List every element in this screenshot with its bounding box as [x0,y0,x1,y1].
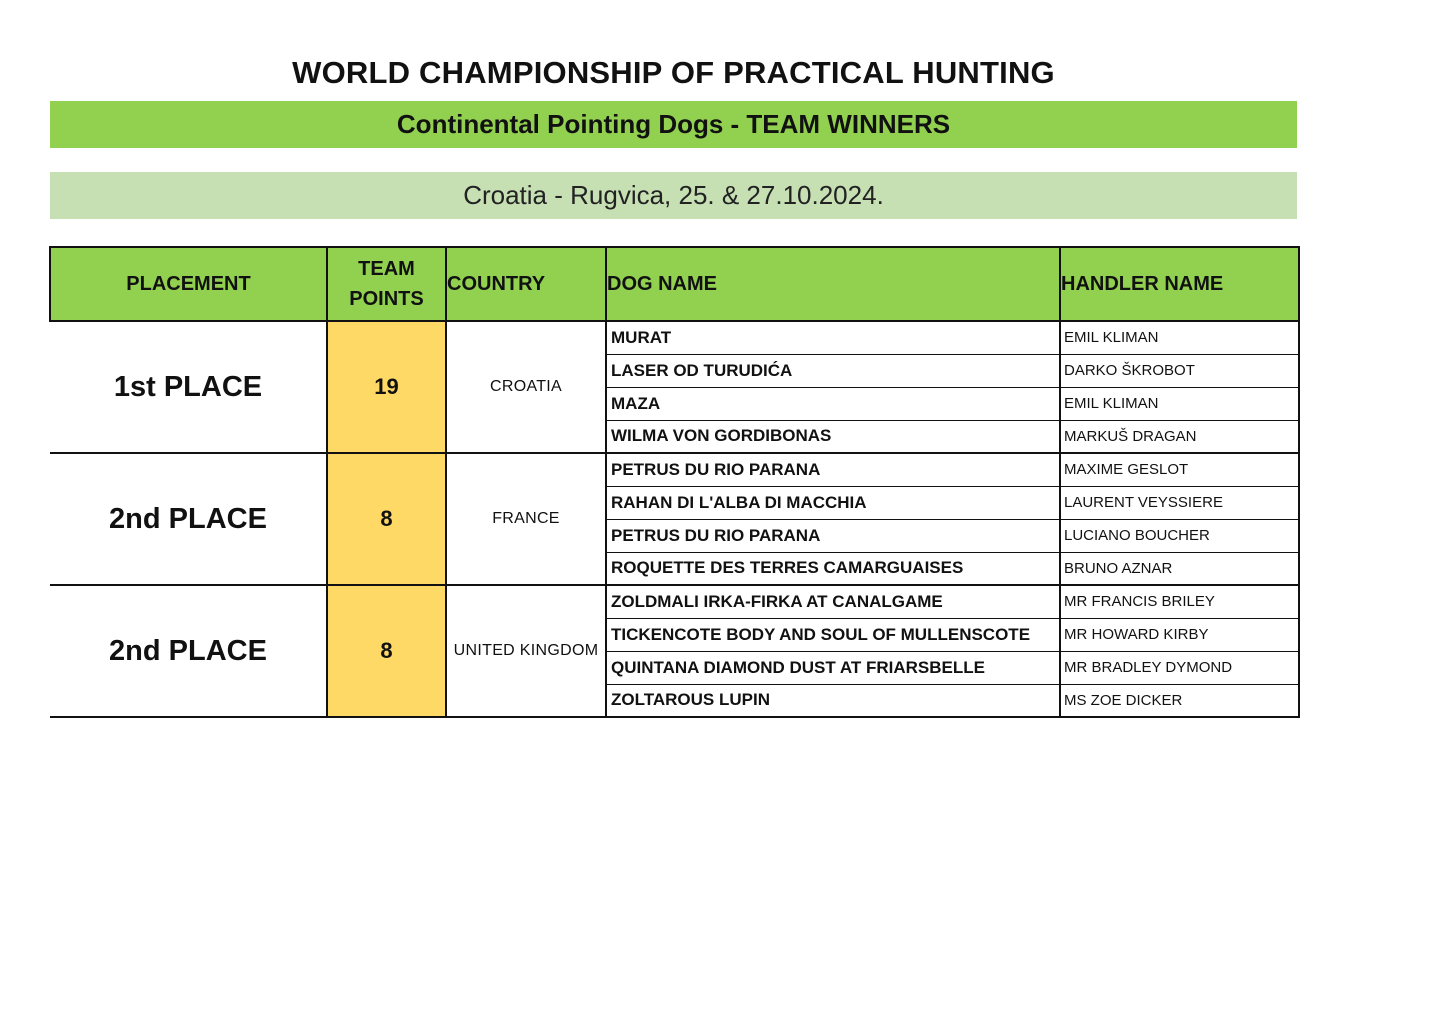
handler-name-cell: MS ZOE DICKER [1060,684,1299,717]
dog-name-cell: MAZA [606,387,1060,420]
header-dog-name: DOG NAME [606,247,1060,321]
team-points-cell: 19 [327,321,446,453]
table-row [50,585,1299,618]
table-header [50,247,1299,321]
dog-name-cell: WILMA VON GORDIBONAS [606,420,1060,453]
handler-name-cell: MR FRANCIS BRILEY [1060,585,1299,618]
placement-cell: 2nd PLACE [50,585,327,717]
handler-name-cell: MR HOWARD KIRBY [1060,618,1299,651]
handler-name-cell: MR BRADLEY DYMOND [1060,651,1299,684]
team-points-cell: 8 [327,453,446,585]
page-title: WORLD CHAMPIONSHIP OF PRACTICAL HUNTING [292,55,1055,90]
dog-name-cell: MURAT [606,321,1060,354]
handler-name-cell: BRUNO AZNAR [1060,552,1299,585]
dog-name-cell: ZOLTAROUS LUPIN [606,684,1060,717]
handler-name-cell: MARKUŠ DRAGAN [1060,420,1299,453]
placement-cell: 2nd PLACE [50,453,327,585]
location-banner [50,172,1297,219]
country-cell: FRANCE [446,453,606,585]
header-team-points [327,247,446,321]
dog-name-cell: PETRUS DU RIO PARANA [606,453,1060,486]
table-row [50,321,1299,354]
dog-name-cell: ZOLDMALI IRKA-FIRKA AT CANALGAME [606,585,1060,618]
subtitle-text: Continental Pointing Dogs - TEAM WINNERS [396,109,951,139]
handler-name-cell: MAXIME GESLOT [1060,453,1299,486]
header-placement: PLACEMENT [50,247,327,321]
dog-name-cell: PETRUS DU RIO PARANA [606,519,1060,552]
subtitle-banner [50,101,1297,148]
handler-name-cell: EMIL KLIMAN [1060,387,1299,420]
table-body [50,321,1299,717]
results-table [49,246,1300,718]
dog-name-cell: ROQUETTE DES TERRES CAMARGUAISES [606,552,1060,585]
handler-name-cell: DARKO ŠKROBOT [1060,354,1299,387]
dog-name-cell: QUINTANA DIAMOND DUST AT FRIARSBELLE [606,651,1060,684]
dog-name-cell: RAHAN DI L'ALBA DI MACCHIA [606,486,1060,519]
header-handler-name: HANDLER NAME [1060,247,1299,321]
dog-name-cell: LASER OD TURUDIĆA [606,354,1060,387]
handler-name-cell: EMIL KLIMAN [1060,321,1299,354]
header-country: COUNTRY [446,247,606,321]
table-row [50,453,1299,486]
team-points-cell: 8 [327,585,446,717]
placement-cell: 1st PLACE [50,321,327,453]
location-text: Croatia - Rugvica, 25. & 27.10.2024. [463,180,884,210]
header-team-points-line1: TEAM [358,258,415,280]
header-team-points-line2: POINTS [349,288,424,310]
handler-name-cell: LUCIANO BOUCHER [1060,519,1299,552]
country-cell: UNITED KINGDOM [446,585,606,717]
country-cell: CROATIA [446,321,606,453]
dog-name-cell: TICKENCOTE BODY AND SOUL OF MULLENSCOTE [606,618,1060,651]
handler-name-cell: LAURENT VEYSSIERE [1060,486,1299,519]
